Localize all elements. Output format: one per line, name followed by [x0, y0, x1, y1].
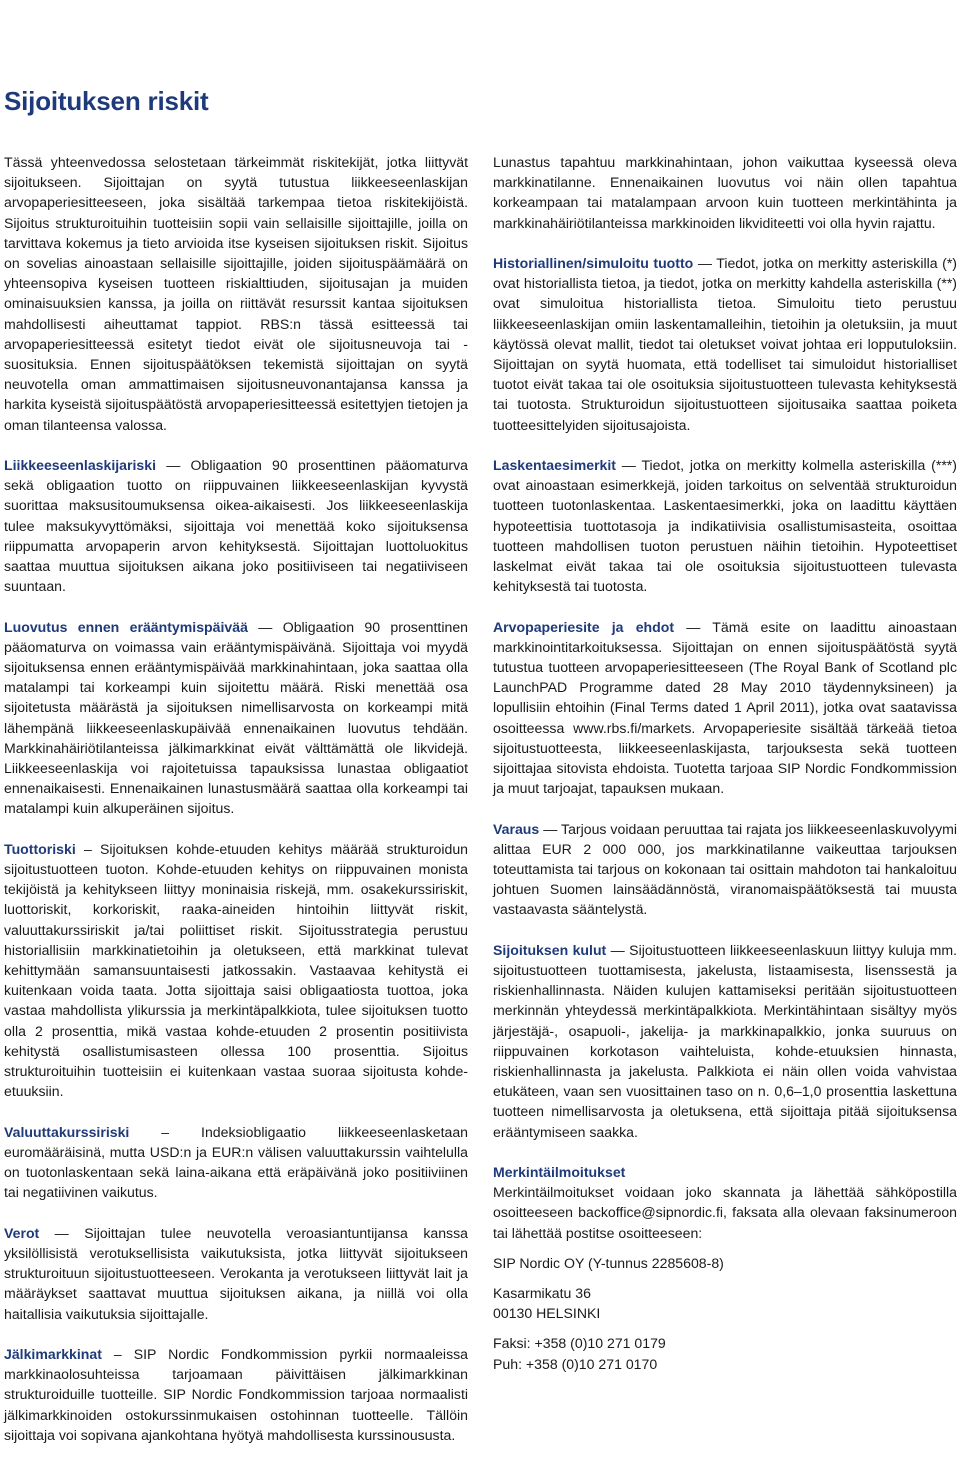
- section-text: — Tiedot, jotka on merkitty kolmella asteriskilla (***) ovat ainoastaan esimerkkejä, joiden tarkoitus on selventää strukturoidun tuotteen tuotonlaskentaa. Laskentaesimerkki, joka on laadittu käyttäen hypoteettisia tuottotasoja ja indikatiivisia osallistumisasteita, osoittaa tuotteen mahdollisen tuoton perustuen näihin tietoihin. Hypoteettiset laskelmat eivät takaa tai ole osoituksia sijoitustuotteen tulevasta kehityksestä tai tuotosta.: [493, 457, 957, 595]
- section-term: Jälkimarkkinat: [4, 1345, 102, 1362]
- section-text: — Obligaation 90 prosenttinen pääomaturva on voimassa vain erääntymispäivänä. Sijoittaja voi myydä sijoituksensa ennen erääntymispäivää markkinahintaan, joka saattaa olla matalampi tai korkeampi kuin sijoitettu määrä. Riski menettää osa sijoitetusta määrästä ja sijoituksen nimellisarvosta on korkeampi mitä lähempänä liikkeeseenlaskupäivää ennenaikainen luovutus tehdään. Markkinahäiriötilanteissa jälkimarkkinat eivät välttämättä ole likvidejä. Liikkeeseenlaskija voi rajoitetuissa tapauksissa lunastaa obligaatiot ennenaikaisesti. Ennenaikainen lunastusmäärä saattaa olla korkeampi tai matalampi kuin alkuperäinen sijoitus.: [4, 618, 468, 817]
- left-column: [4, 152, 468, 1465]
- section-text: — Tarjous voidaan peruuttaa tai rajata jos liikkeeseenlaskuvolyymi alittaa EUR 2 000 000, jos markkinatilanne vaikeuttaa tarjouksen toteuttamista tai tarjous on kokonaan tai osittain mahdoton tai hankaloituu johtuen Suomen lainsäädännöstä, viranomaispäätöksestä tai muusta vastaavasta sääntelystä.: [493, 820, 957, 918]
- section-text: – Indeksiobligaatio liikkeeseenlasketaan euromääräisinä, mutta USD:n ja EUR:n välisen valuuttakurssin vaihtelulla on tuotonlaskentaan sekä laina-aikana että eräpäivänä joko positiiviinen tai negatiivinen vaikutus.: [4, 1123, 468, 1201]
- postal-line: 00130 HELSINKI: [493, 1305, 601, 1322]
- section-term: Tuottoriski: [4, 840, 76, 857]
- fax-line: Faksi: +358 (0)10 271 0179: [493, 1335, 666, 1352]
- section-term: Varaus: [493, 820, 540, 837]
- section-text: — Obligaation 90 prosenttinen pääomaturva sekä obligaation tuotto on riippuvainen liikkeeseenlaskijan kyvystä suorittaa maksusitoumuksensa oikea-aikaisesti. Jos liikkeeseenlaskija tulee maksukyvyttömäksi, sijoittaja voi menettää koko sijoituksensa riippumatta arvopaperin arvon kehityksestä. Sijoittajan luottoluokitus saattaa muuttua sijoituksen aikana joko positiiviseen tai negatiiviseen suuntaan.: [4, 457, 468, 595]
- section-term: Laskentaesimerkit: [493, 457, 616, 474]
- section-paragraph: [493, 253, 957, 435]
- section-paragraph: [493, 617, 957, 799]
- section-paragraph: [493, 940, 957, 1142]
- section-text: — Tiedot, jotka on merkitty asteriskilla (*) ovat historiallista tietoa, ja tiedot, jotka on merkitty kahdella asteriskilla (**) ovat simuloitua historiallista tietoa. Simuloitu tieto perustuu liikkeeseenlaskijan omiin laskentamalleihin, tietoihin ja oletuksiin, ja muut käytössä olevat mallit, tiedot tai oletukset voivat johtaa eri lopputuloksiin. Sijoittajan on syytä huomata, että todelliset tai simuloidut historialliset tuotot eivät takaa tai ole osoituksia sijoitustuotteen tulevasta kehityksestä tai tuotosta. Strukturoidun sijoitustuotteen sijoitusaika saattaa poiketa tuotteesittelyiden sijoitusajoista.: [493, 255, 958, 433]
- section-term: Verot: [4, 1224, 40, 1241]
- subscription-text: Merkintäilmoitukset voidaan joko skannata ja lähettää sähköpostilla osoitteeseen backoffice@sipnordic.fi, faksata alla olevaan faksinumeroon tai lähettää postitse osoitteeseen:: [493, 1184, 957, 1241]
- page-title: Sijoituksen riskit: [4, 86, 209, 116]
- section-paragraph: [4, 617, 468, 819]
- right-column: [493, 152, 957, 1374]
- subscription-block: [493, 1162, 957, 1374]
- section-term: Liikkeeseenlaskijariski: [4, 457, 157, 474]
- section-text: — Sijoittajan tulee neuvotella veroasiantuntijansa kanssa yksilöllisistä verotuksellisista vaikutuksista, jotka liittyvät sijoitukseen strukturoituun sijoitustuotteeseen. Verokanta ja verotukseen liittyvät lait ja määräykset saattavat muuttua sijoituksen aikana, ja niillä voi olla haitallisia vaikutuksia sijoittajalle.: [4, 1224, 468, 1322]
- section-term: Arvopaperiesite ja ehdot: [493, 618, 675, 635]
- section-term: Historiallinen/simuloitu tuotto: [493, 255, 694, 271]
- street-line: Kasarmikatu 36: [493, 1285, 591, 1302]
- section-paragraph: [4, 1344, 468, 1445]
- section-term: Valuuttakurssiriski: [4, 1123, 130, 1140]
- continued-paragraph: Lunastus tapahtuu markkinahintaan, johon vaikuttaa kyseessä oleva markkinatilanne. Ennenaikainen luovutus voi näin ollen tapahtua korkeampaan tai matalampaan arvoon kuin tuotteen merkintähinta ja markkinahäiriötilanteissa markkinoiden likviditeetti voi olla hyvin rajattu.: [493, 154, 957, 231]
- section-paragraph: [4, 1223, 468, 1324]
- subscription-heading: Merkintäilmoitukset: [493, 1164, 626, 1181]
- section-paragraph: [4, 1122, 468, 1203]
- section-paragraph: [493, 819, 957, 920]
- section-paragraph: [4, 455, 468, 596]
- section-text: — Tämä esite on laadittu ainoastaan markkinointitarkoituksessa. Sijoittajan on ennen sijoituspäätöstä syytä tutustua tuotteen arvopaperiesitteeseen (The Royal Bank of Scotland plc LaunchPAD Programme dated 28 May 2010 täydennyksineen) ja lopullisiin ehtoihin (Final Terms dated 1 April 2011), jotka ovat saatavissa osoitteessa www.rbs.fi/markets. Arvopaperiesite sisältää tärkeää tietoa sijoitustuotteesta, liikkeeseenlaskijasta, tarjouksesta sekä tuotteen sijoittajaa sitovista ehdoista. Tuotetta tarjoaa SIP Nordic Fondkommission ja muut tarjoajat, tapauksen mukaan.: [493, 618, 957, 797]
- section-text: – Sijoituksen kohde-etuuden kehitys määrää strukturoidun sijoitustuotteen tuoton. Kohde-etuuden kehitys on riippuvainen monista tekijöistä ja kehitykseen liittyy moninaisia riskejä, mm. osakekurssiriskit, luottoriskit, korkoriskit, raaka-aineiden hintoihin liittyvät riskit, valuuttakurssiriskit ja/tai poliittiset riskit. Sijoitusstrategia perustuu historiallisiin markkinatietoihin ja oletukseen, että markkinat tulevat kehittymään samansuuntaisesti jatkossakin. Vastaavaa kehitystä ei kuitenkaan voida taata. Jotta sijoittaja saisi obligaatiosta tuottoa, joka vastaa mahdollista ylikurssia ja merkintäpalkkiota, tulee sijoituksen tuotto olla 2 prosenttia, mikä vastaa kohde-etuuden 2 prosentin positiivista kehitystä osallistumisasteen ollessa 100 prosenttia. Sijoitus strukturoituihin tuotteisiin ei kuitenkaan vastaa suoraa sijoitusta kohde-etuuksiin.: [4, 840, 468, 1100]
- intro-paragraph: Tässä yhteenvedossa selostetaan tärkeimmät riskitekijät, jotka liittyvät sijoitukseen. Sijoittajan on syytä tutustua liikkeeseenlaskijan arvopaperiesitteeseen, joka sisältää tarkempaa tietoa riskitekijöistä. Sijoitus strukturoituihin tuotteisiin sopii vain sellaisille sijoittajille, joilla on tarvittava kokemus ja tieto arvioida itse kyseisen sijoituksen riskit. Sijoitus on sovelias ainoastaan sellaisille sijoittajille, joiden sijoituspäämäärä on yhteensopiva kyseisen tuotteen riskialttiuden, sijoitusajan ja muiden ominaisuuksien kanssa, ja joilla on riittävät resurssit kantaa sijoituksen mahdollisesti aiheuttamat tappiot. RBS:n tässä esitteessä tai arvopaperiesitteessä esitetyt tiedot eivät ole sijoitusneuvoja tai -suosituksia. Ennen sijoituspäätöksen tekemistä sijoittajan on syytä neuvotella oman ammattimaisen sijoitusneuvonantajansa kanssa ja harkita kyseistä sijoituspäätöstä arvopaperiesitteessä esitettyjen tietojen ja oman tilanteensa valossa.: [4, 154, 468, 433]
- section-term: Luovutus ennen erääntymispäivää: [4, 618, 248, 635]
- section-text: — Sijoitustuotteen liikkeeseenlaskuun liittyy kuluja mm. sijoitustuotteen tuottamisesta, jakelusta, listaamisesta, lisenssestä ja riskienhallinnasta. Näiden kulujen kattamiseksi peritään sijoitustuotteen merkinnän yhteydessä merkintäpalkkiota. Merkintähintaan sisältyy myös järjestäjä-, osapuoli-, jakelija- ja markkinapalkkio, jonka suuruus on riippuvainen korkotason vaihteluista, kohde-etuuksien hinnasta, riskienhallinnasta ja jakelusta. Palkkiota ei näin ollen voida vahvistaa etukäteen, vaan sen vuosittainen taso on n. 0,6–1,0 prosenttia laskettuna tuotteen nimellisarvosta ja oletuksena, että sijoittaja pitää sijoituksensa erääntymiseen saakka.: [493, 941, 958, 1140]
- section-text: – SIP Nordic Fondkommission pyrkii normaaleissa markkinaolosuhteissa tarjoamaan päivittäisen jälkimarkkinan strukturoiduille tuotteille. SIP Nordic Fondkommission tarjoaa normaalisti jälkimarkkinoiden ostokurssinmukaisen ostohinnan tuotteelle. Tällöin sijoittaja voi sopivana ajankohtana hyötyä mahdollisesta kurssinoususta.: [4, 1345, 468, 1443]
- phone-line: Puh: +358 (0)10 271 0170: [493, 1355, 658, 1372]
- section-term: Sijoituksen kulut: [493, 941, 607, 958]
- section-paragraph: [4, 839, 468, 1102]
- company-line: SIP Nordic OY (Y-tunnus 2285608-8): [493, 1254, 724, 1271]
- section-paragraph: [493, 455, 957, 596]
